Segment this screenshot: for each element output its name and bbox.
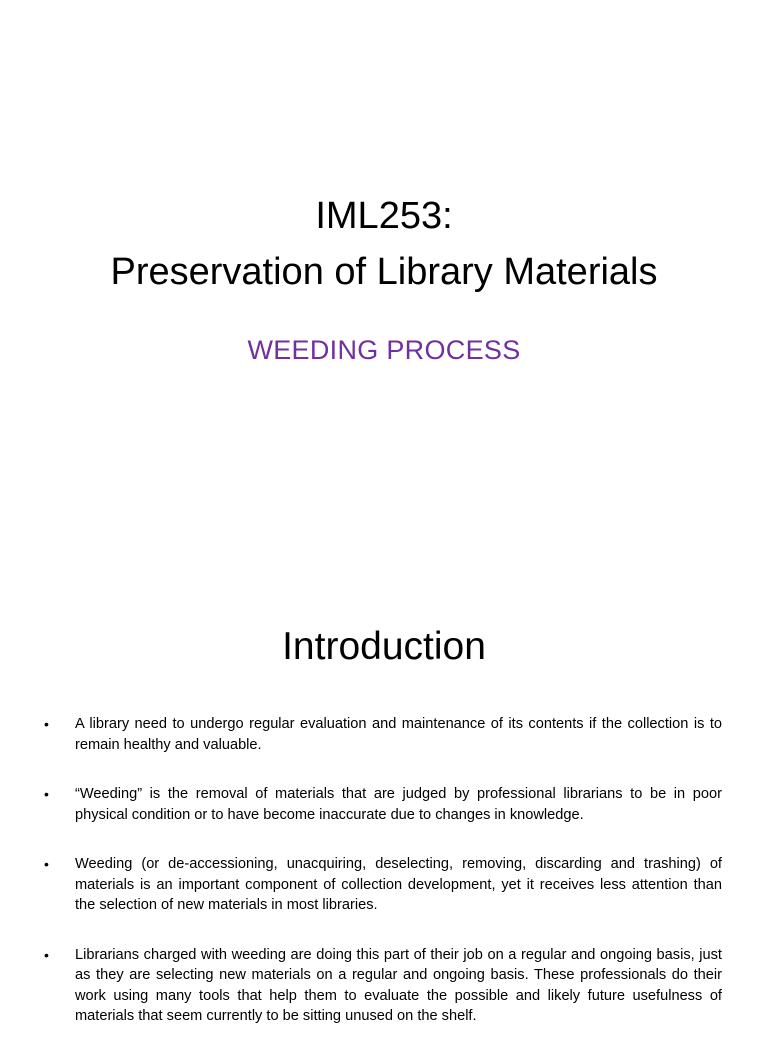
bullet-icon: •	[44, 716, 49, 732]
bullet-list	[44, 714, 722, 1056]
bullet-text: Librarians charged with weeding are doing this part of their job on a regular and ongoing basis, just as they are selecting new materials on a regular and ongoing basis. These professionals do their work using many tools that help them to evaluate the possible and likely future usefulness of materials that seem currently to be sitting unused on the shelf.	[75, 946, 722, 1024]
course-code: IML253:	[315, 195, 453, 237]
bullet-text: Weeding (or de-accessioning, unacquiring, deselecting, removing, discarding and trashing) of materials is an important component of collection development, yet it receives less attention than the selection of new materials in most libraries.	[75, 856, 722, 913]
list-item	[44, 854, 722, 916]
slide-title	[0, 188, 768, 300]
bullet-icon: •	[44, 856, 49, 872]
bullet-icon: •	[44, 786, 49, 802]
slide-heading: Introduction	[282, 625, 486, 668]
list-item	[44, 784, 722, 825]
list-item	[44, 945, 722, 1027]
bullet-text: A library need to undergo regular evaluation and maintenance of its contents if the collection is to remain healthy and valuable.	[75, 716, 722, 753]
bullet-icon: •	[44, 946, 49, 963]
introduction-slide	[0, 576, 768, 1024]
bullet-text: “Weeding” is the removal of materials that are judged by professional librarians to be in poor physical condition or to have become inaccurate due to changes in knowledge.	[75, 786, 722, 823]
course-name: Preservation of Library Materials	[110, 251, 658, 293]
slide-subtitle: WEEDING PROCESS	[247, 335, 521, 365]
list-item	[44, 714, 722, 755]
